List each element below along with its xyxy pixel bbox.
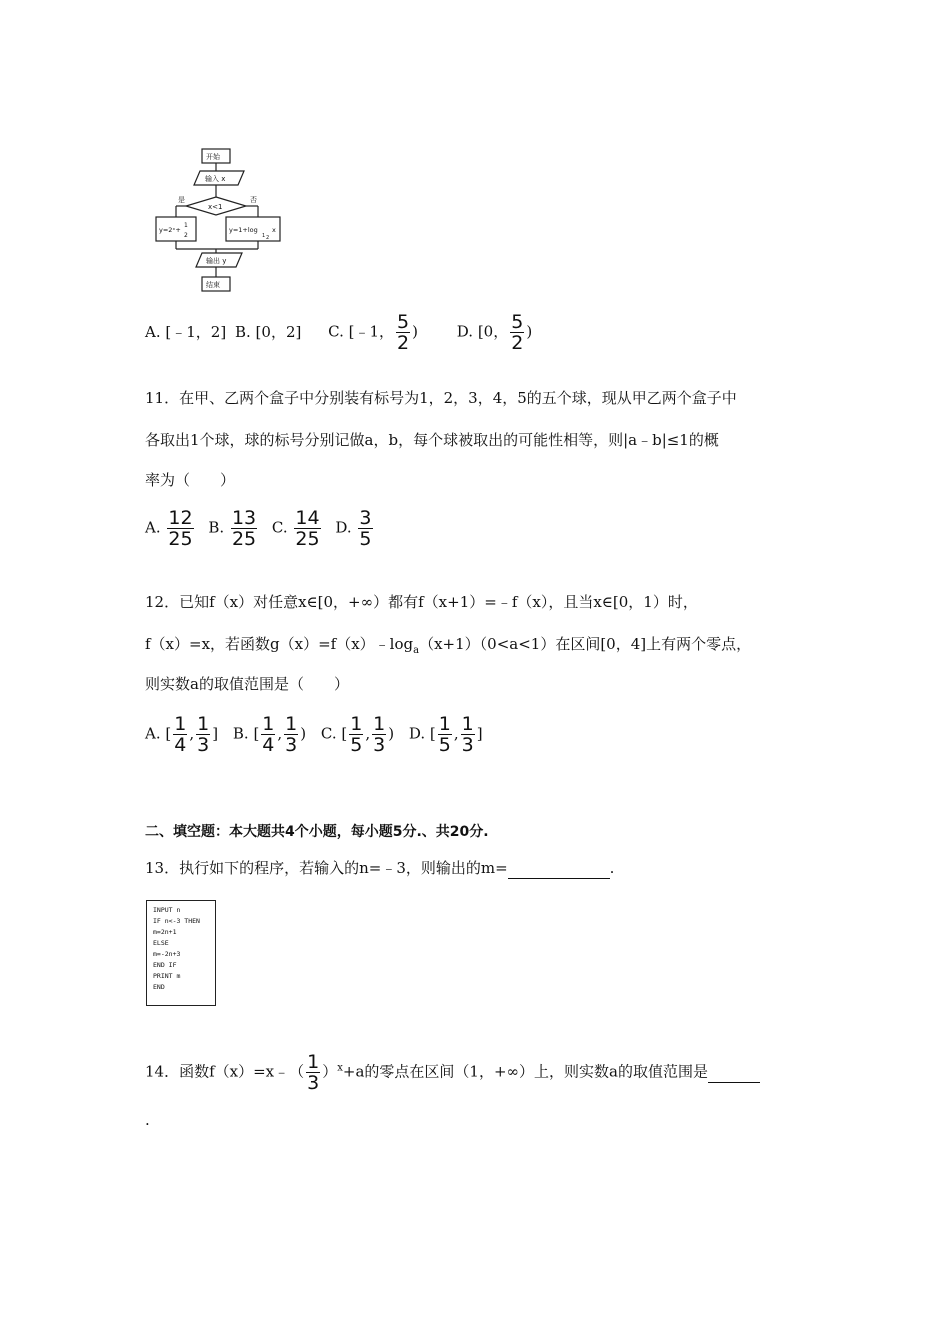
fraction: $\frac{1}{5}$ (350, 713, 363, 756)
section-heading: 二、填空题：本大题共4个小题，每小题5分.、共20分. (145, 824, 489, 840)
q11-line-1: 11．在甲、乙两个盒子中分别装有标号为1，2，3，4，5的五个球，现从甲乙两个盒子中 (145, 389, 737, 407)
flow-right-box: y=1+log (229, 226, 258, 234)
q12-option-b: B. [ $\frac{1}{4}$ , $\frac{1}{3}$ ) (232, 713, 307, 756)
q11-option-a: A. $\frac{12}{25}$ (145, 507, 193, 550)
q12-options (145, 714, 483, 755)
q12-option-a: A. [ $\frac{1}{4}$ , $\frac{1}{3}$ ] (145, 713, 219, 756)
q11-line-2: 各取出1个球，球的标号分别记做a，b，每个球被取出的可能性相等，则|a﹣b|≤1的概 (145, 431, 719, 449)
program-code-box (146, 900, 216, 1006)
flow-end: 结束 (206, 281, 220, 289)
fraction: $\frac{12}{25}$ (168, 507, 193, 550)
q12-option-d: D. [ $\frac{1}{5}$ , $\frac{1}{3}$ ] (408, 713, 483, 756)
q14-tail: . (145, 1111, 150, 1129)
fraction: $\frac{1}{3}$ (197, 713, 210, 756)
fraction: $\frac{5}{2}$ (511, 311, 524, 354)
q11-option-c: C. $\frac{14}{25}$ (271, 507, 320, 550)
q11-option-d: D. $\frac{3}{5}$ (335, 507, 372, 550)
code-line: IF n<-3 THEN (153, 917, 200, 925)
flow-input: 输入 x (205, 175, 226, 183)
q10-option-b: B. [0，2] (234, 322, 302, 341)
q11-line-3: 率为（ ） (145, 471, 236, 489)
q10-option-d: D. [0， $\frac{5}{2}$ ) (456, 311, 533, 354)
code-line: PRINT m (153, 972, 181, 980)
fraction: $\frac{13}{25}$ (231, 507, 257, 550)
fraction: $\frac{5}{2}$ (397, 311, 410, 354)
fraction: $\frac{1}{3}$ (307, 1051, 320, 1094)
q11-option-b: B. $\frac{13}{25}$ (208, 507, 257, 550)
code-line: END (153, 983, 165, 991)
fraction: $\frac{1}{3}$ (461, 713, 474, 756)
code-line: m=-2n+3 (153, 950, 181, 958)
q10-option-a: A. [﹣1，2] (145, 322, 227, 341)
code-line: END IF (153, 961, 177, 969)
flow-cond: x<1 (208, 203, 223, 211)
q14-text: 14．函数f（x）=x﹣（ $\frac{1}{3}$ ）$^x$+a的零点在区间（1，+∞）上，则实数a的取值范围是 (145, 1052, 760, 1093)
fraction: $\frac{1}{5}$ (438, 713, 451, 756)
fraction: $\frac{3}{5}$ (359, 507, 372, 550)
answer-blank[interactable] (508, 858, 610, 879)
code-line: m=2n+1 (153, 928, 177, 936)
fraction: $\frac{1}{4}$ (174, 713, 187, 756)
flow-output: 输出 y (206, 257, 227, 265)
flow-left-den: 2 (184, 232, 188, 239)
flow-yes: 是 (178, 196, 185, 204)
flow-left-box: y=2ˣ+ (159, 226, 181, 234)
q12-line-2: f（x）=x，若函数$g(x)=f(x)﹣\log_a(x+1)(0<a<1)$在区间[0，4]上有两个零点， (145, 635, 752, 656)
flow-left-num: 1 (184, 222, 188, 229)
q12-line-3: 则实数a的取值范围是（ ） (145, 675, 349, 693)
q10-options (145, 312, 532, 353)
code-line: ELSE (153, 939, 169, 947)
fraction: $\frac{14}{25}$ (295, 507, 320, 550)
fraction: $\frac{1}{3}$ (373, 713, 386, 756)
q12-line-1: 12．已知f（x）对任意x∈[0，+∞）都有f（x+1）=﹣f（x），且当x∈[0，1）时， (145, 593, 698, 611)
flow-right-tail: x (272, 226, 276, 234)
flow-start: 开始 (206, 153, 220, 161)
code-line: INPUT n (153, 906, 181, 914)
fraction: $\frac{1}{3}$ (285, 713, 298, 756)
q11-options (145, 508, 375, 549)
q12-option-c: C. [ $\frac{1}{5}$ , $\frac{1}{3}$ ) (320, 713, 395, 756)
q10-option-c: C. [﹣1， $\frac{5}{2}$ ) (328, 311, 418, 354)
answer-blank[interactable] (708, 1062, 760, 1083)
flow-no: 否 (250, 196, 257, 204)
flow-right-sub: 1 (262, 233, 266, 239)
flowchart-figure (150, 145, 290, 295)
flow-right-sub2: 2 (266, 235, 270, 241)
q13-text: 13．执行如下的程序，若输入的n=﹣3，则输出的m= . (145, 859, 615, 877)
fraction: $\frac{1}{4}$ (262, 713, 275, 756)
